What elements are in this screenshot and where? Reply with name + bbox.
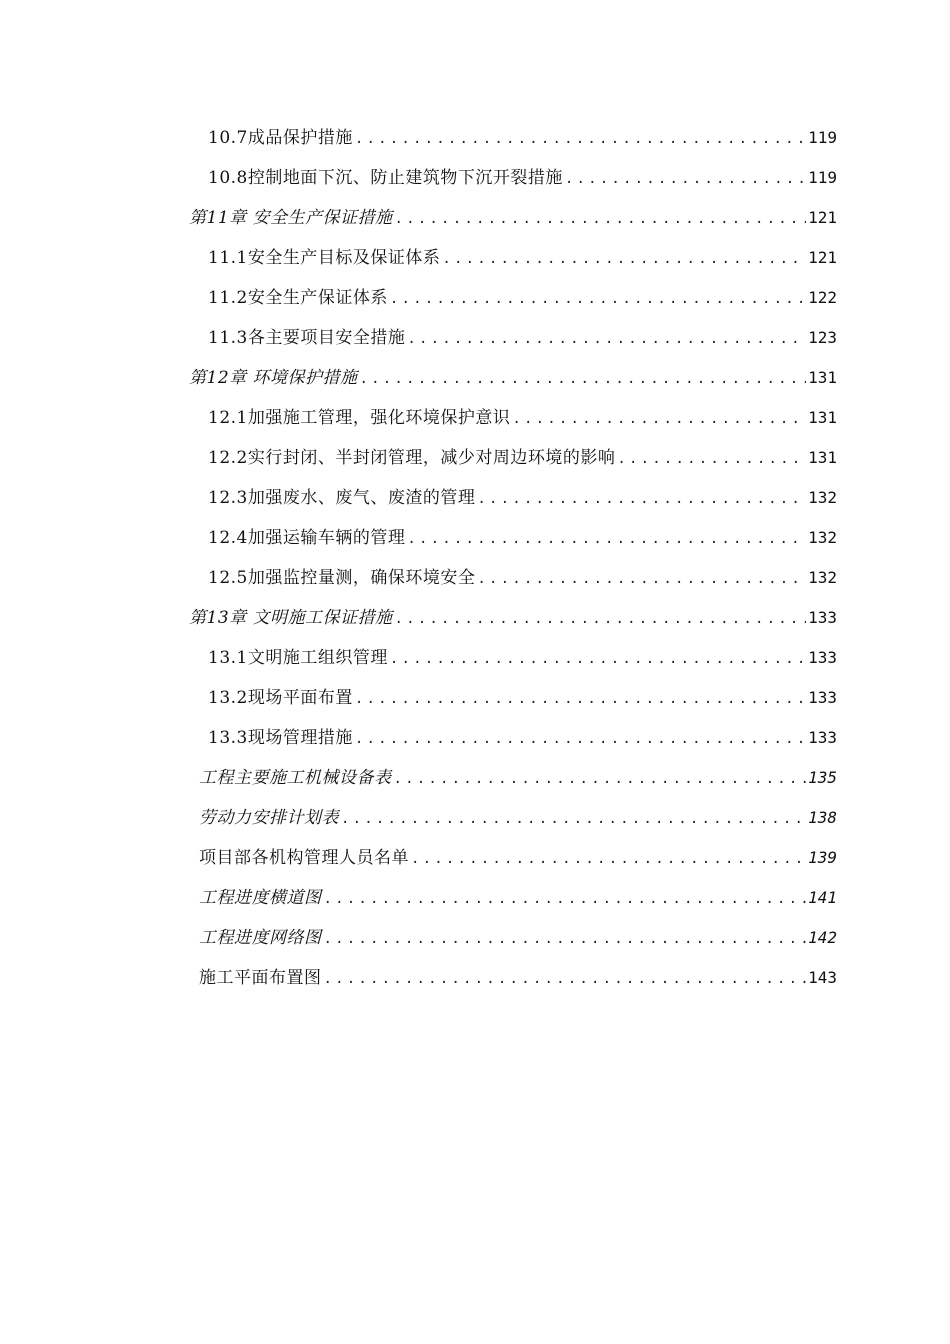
toc-chapter-entry[interactable] <box>189 364 837 392</box>
toc-entry[interactable] <box>208 324 837 352</box>
toc-entry-title: 第11章 安全生产保证措施 <box>189 208 393 228</box>
toc-entry-page: 139 <box>808 848 837 867</box>
toc-appendix-entry[interactable] <box>199 764 837 792</box>
toc-entry-title: 11.1安全生产目标及保证体系 <box>208 248 441 268</box>
toc-entry-title: 13.3现场管理措施 <box>208 728 353 748</box>
toc-entry-page: 121 <box>808 248 837 267</box>
toc-entry-title: 项目部各机构管理人员名单 <box>199 848 409 868</box>
toc-entry[interactable] <box>208 684 837 712</box>
toc-appendix-entry[interactable] <box>199 924 837 952</box>
toc-entry-title: 第13章 文明施工保证措施 <box>189 608 393 628</box>
toc-appendix-entry[interactable] <box>199 804 837 832</box>
toc-entry-page: 138 <box>808 808 837 827</box>
toc-entry[interactable] <box>208 284 837 312</box>
toc-entry-page: 133 <box>808 608 837 627</box>
toc-entry-title: 12.1加强施工管理，强化环境保护意识 <box>208 408 511 428</box>
toc-entry[interactable] <box>208 724 837 752</box>
toc-entry-page: 121 <box>808 208 837 227</box>
toc-entry-page: 131 <box>808 448 837 467</box>
toc-dot-leader <box>442 245 806 273</box>
toc-dot-leader <box>477 565 806 593</box>
toc-entry[interactable] <box>208 564 837 592</box>
toc-entry-page: 141 <box>808 888 837 907</box>
toc-dot-leader <box>565 165 806 193</box>
toc-entry-page: 142 <box>808 928 837 947</box>
toc-entry-title: 10.7成品保护措施 <box>208 128 353 148</box>
toc-appendix-entry[interactable] <box>199 844 837 872</box>
toc-entry-page: 132 <box>808 568 837 587</box>
toc-entry-title: 13.1文明施工组织管理 <box>208 648 388 668</box>
toc-entry-title: 工程进度横道图 <box>199 888 322 908</box>
toc-entry-title: 11.2安全生产保证体系 <box>208 288 388 308</box>
toc-dot-leader <box>395 605 807 633</box>
toc-entry-title: 13.2现场平面布置 <box>208 688 353 708</box>
toc-dot-leader <box>324 925 807 953</box>
toc-chapter-entry[interactable] <box>189 204 837 232</box>
toc-dot-leader <box>324 885 807 913</box>
toc-entry-title: 第12章 环境保护措施 <box>189 368 358 388</box>
toc-entry-title: 12.3加强废水、废气、废渣的管理 <box>208 488 476 508</box>
toc-entry-title: 10.8控制地面下沉、防止建筑物下沉开裂措施 <box>208 168 563 188</box>
toc-entry-title: 12.4加强运输车辆的管理 <box>208 528 406 548</box>
toc-dot-leader <box>407 525 806 553</box>
toc-entry-title: 12.5加强监控量测，确保环境安全 <box>208 568 476 588</box>
toc-entry-title: 施工平面布置图 <box>199 968 322 988</box>
toc-dot-leader <box>394 765 807 793</box>
toc-entry-page: 132 <box>808 528 837 547</box>
toc-entry-title: 工程进度网络图 <box>199 928 322 948</box>
toc-entry-title: 工程主要施工机械设备表 <box>199 768 392 788</box>
toc-entry[interactable] <box>208 524 837 552</box>
toc-dot-leader <box>395 205 807 233</box>
toc-entry-page: 119 <box>808 168 837 187</box>
toc-dot-leader <box>390 285 806 313</box>
toc-chapter-entry[interactable] <box>189 604 837 632</box>
toc-entry-page: 143 <box>808 968 837 987</box>
toc-dot-leader <box>407 325 806 353</box>
toc-entry-page: 135 <box>808 768 837 787</box>
toc-entry[interactable] <box>208 124 837 152</box>
toc-dot-leader <box>617 445 806 473</box>
toc-entry-page: 122 <box>808 288 837 307</box>
toc-appendix-entry[interactable] <box>199 884 837 912</box>
toc-dot-leader <box>477 485 806 513</box>
toc-entry-title: 12.2实行封闭、半封闭管理，减少对周边环境的影响 <box>208 448 616 468</box>
toc-dot-leader <box>355 725 806 753</box>
toc-dot-leader <box>390 645 806 673</box>
toc-dot-leader <box>355 125 806 153</box>
toc-entry-page: 133 <box>808 688 837 707</box>
toc-entry[interactable] <box>208 484 837 512</box>
toc-entry-page: 132 <box>808 488 837 507</box>
toc-dot-leader <box>341 805 806 833</box>
toc-entry[interactable] <box>208 444 837 472</box>
toc-entry-page: 133 <box>808 648 837 667</box>
toc-entry-page: 131 <box>808 368 837 387</box>
toc-dot-leader <box>360 365 807 393</box>
toc-entry-title: 劳动力安排计划表 <box>199 808 339 828</box>
toc-entry[interactable] <box>208 644 837 672</box>
toc-entry-page: 131 <box>808 408 837 427</box>
toc-entry[interactable] <box>208 404 837 432</box>
toc-entry-title: 11.3各主要项目安全措施 <box>208 328 406 348</box>
toc-entry-page: 123 <box>808 328 837 347</box>
toc-dot-leader <box>355 685 806 713</box>
toc-entry[interactable] <box>208 164 837 192</box>
toc-entry-page: 133 <box>808 728 837 747</box>
toc-entry-page: 119 <box>808 128 837 147</box>
toc-entry[interactable] <box>208 244 837 272</box>
toc-dot-leader <box>324 965 807 993</box>
toc-dot-leader <box>512 405 806 433</box>
toc-dot-leader <box>411 845 806 873</box>
toc-appendix-entry[interactable] <box>199 964 837 992</box>
